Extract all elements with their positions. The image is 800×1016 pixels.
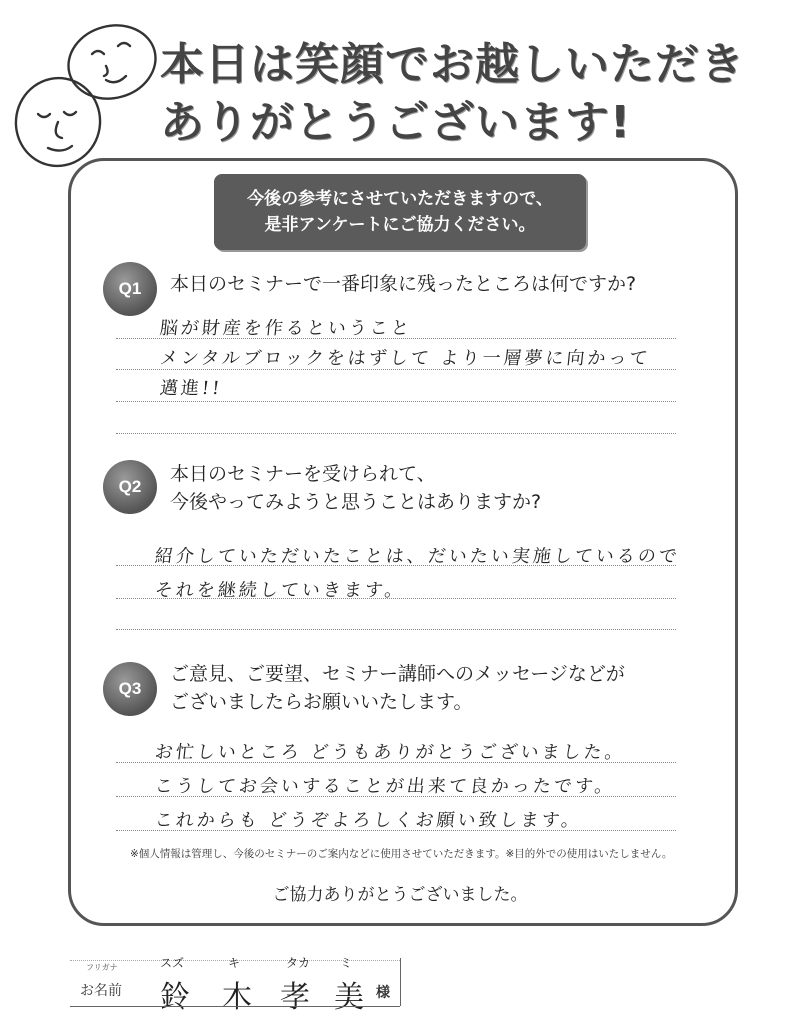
name-char: 美 (334, 980, 364, 1015)
q3-answer-line-3: これからも どうぞよろしくお願い致します。 (153, 810, 584, 831)
furigana-char: タカ (286, 956, 311, 970)
answer-rule (116, 338, 676, 339)
furigana-label: フリガナ (86, 963, 118, 972)
name-label: お名前 (80, 983, 122, 999)
q3-question-line-2: ございましたらお願いいたします。 (170, 691, 473, 713)
q2-answer-line-1: 紹介していただいたことは、だいたい実施しているので (153, 546, 681, 567)
name-char: 鈴 (160, 980, 190, 1015)
answer-rule (116, 796, 676, 797)
q1-answer-line-3: 邁進!! (158, 378, 224, 399)
thanks-message: ご協力ありがとうございました。 (272, 885, 528, 905)
title-line-2: ありがとうございます! (160, 97, 632, 148)
q3-answer-line-1: お忙しいところ どうもありがとうございました。 (153, 742, 627, 763)
q2-question-line-1: 本日のセミナーを受けられて、 (170, 463, 436, 485)
answer-rule (116, 401, 676, 402)
q3-badge: Q3 (103, 662, 157, 716)
answer-rule (116, 762, 676, 763)
q2-question-line-2: 今後やってみようと思うことはありますか? (170, 491, 542, 513)
q2-answer-line-2: それを継続していきます。 (153, 580, 407, 601)
q3-answer-line-2: こうしてお会いすることが出来て良かったです。 (153, 776, 617, 797)
furigana-char: スズ (160, 956, 185, 970)
answer-rule (116, 598, 676, 599)
banner-line-2: 是非アンケートにご協力ください。 (264, 215, 536, 235)
name-char: 孝 (280, 980, 310, 1015)
q1-answer-line-1: 脳が財産を作るということ (158, 318, 413, 339)
q1-answer-line-2: メンタルブロックをはずして より一層夢に向かって (158, 348, 652, 369)
honorific-suffix: 様 (376, 985, 390, 1001)
page-title (160, 36, 780, 152)
instruction-banner (214, 174, 586, 250)
answer-rule (116, 830, 676, 831)
answer-rule (116, 369, 676, 370)
furigana-char: ミ (340, 956, 353, 970)
q1-question (170, 270, 636, 298)
title-line-1: 本日は笑顔でお越しいただき (160, 39, 745, 90)
q3-question (170, 660, 625, 716)
name-char: 木 (222, 980, 252, 1015)
q2-question (170, 460, 541, 516)
smiley-faces-illustration (8, 14, 168, 174)
q3-question-line-1: ご意見、ご要望、セミナー講師へのメッセージなどが (170, 663, 625, 685)
answer-rule (116, 629, 676, 630)
name-underline (70, 1006, 400, 1007)
name-box-divider (400, 958, 401, 1006)
answer-rule (116, 433, 676, 434)
q1-question-line: 本日のセミナーで一番印象に残ったところは何ですか? (170, 273, 637, 295)
furigana-char: キ (228, 956, 241, 970)
privacy-note: ※個人情報は管理し、今後のセミナーのご案内などに使用させていただきます。※目的外での使用はいたしません。 (130, 848, 673, 860)
q1-badge: Q1 (103, 262, 157, 316)
answer-rule (116, 565, 676, 566)
q2-badge: Q2 (103, 460, 157, 514)
banner-line-1: 今後の参考にさせていただきますので、 (247, 189, 553, 209)
